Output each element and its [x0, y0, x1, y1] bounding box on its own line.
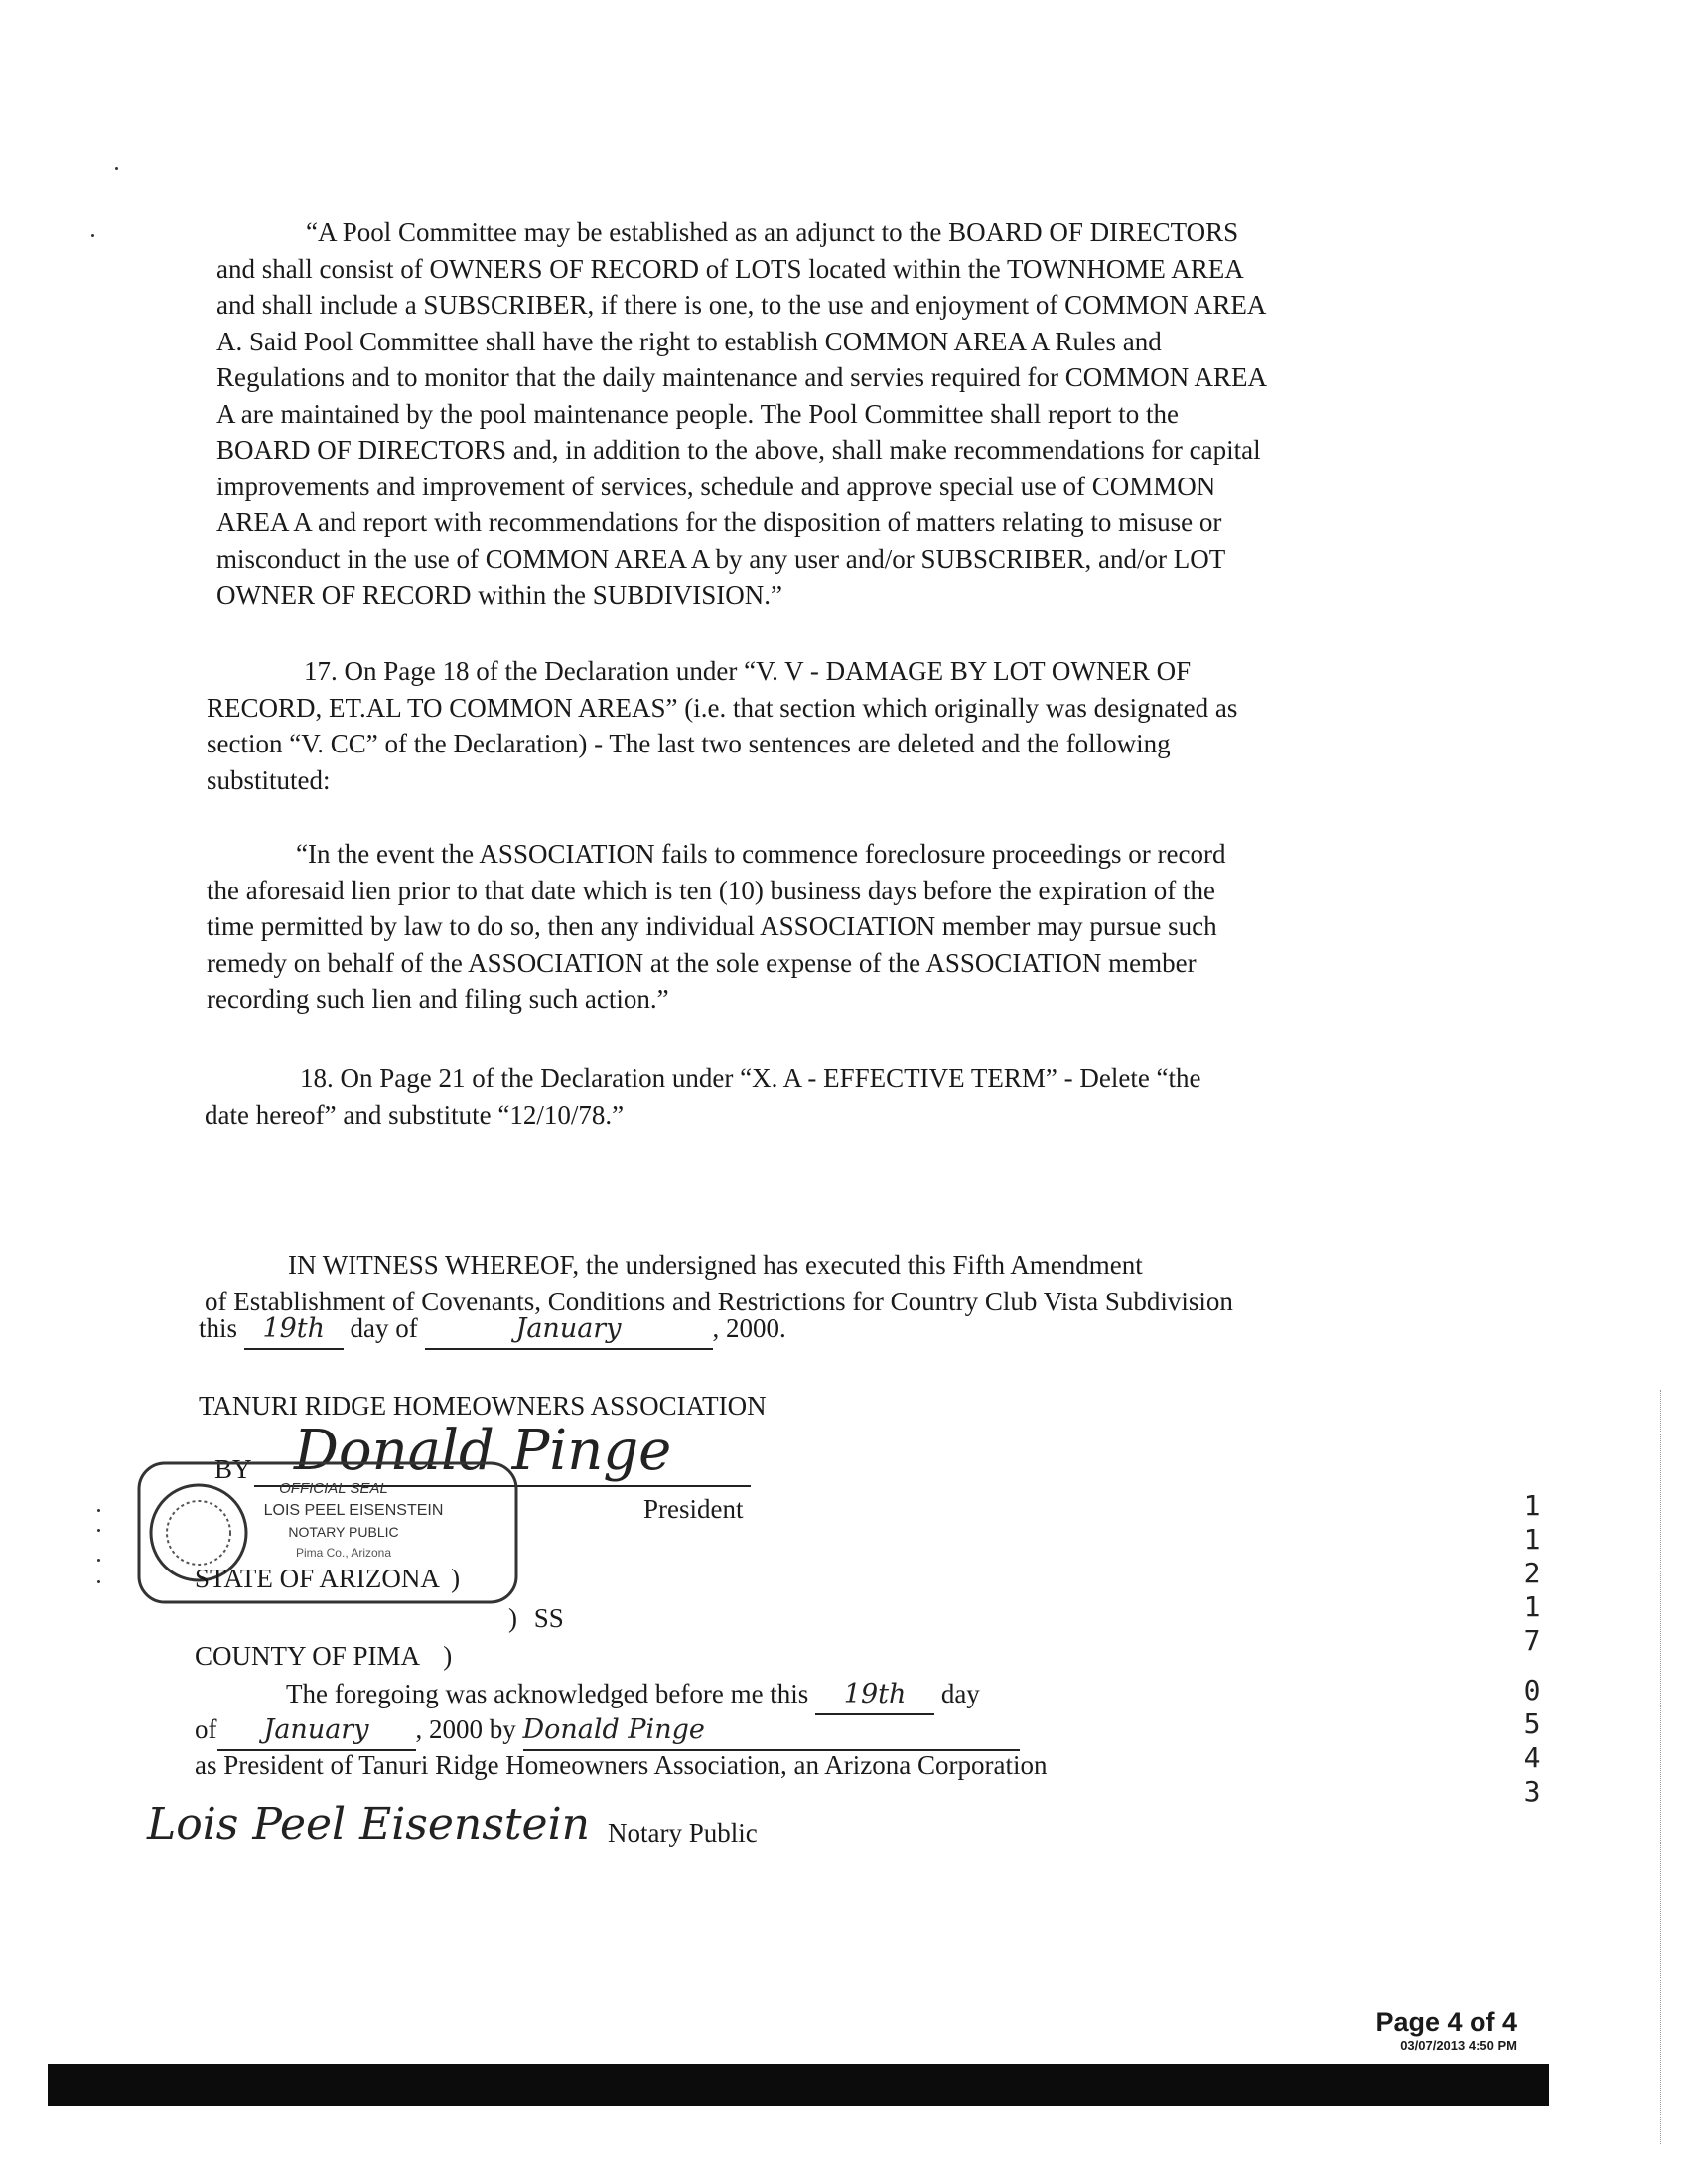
recording-digit: 3 — [1523, 1775, 1541, 1808]
scan-speck — [97, 1529, 100, 1532]
acknowledgment-line-3: as President of Tanuri Ridge Homeowners Association, an Arizona Corporation — [195, 1750, 1048, 1780]
witness-clause — [205, 1247, 1233, 1319]
dateline-year: , 2000. — [712, 1313, 786, 1343]
ss-paren: ) — [508, 1603, 517, 1633]
dateline-this: this — [199, 1313, 238, 1343]
handwritten-month: January — [425, 1311, 713, 1350]
item-18-line: 18. On Page 21 of the Declaration under “X. A - EFFECTIVE TERM” - Delete “the — [300, 1063, 1201, 1093]
county-paren: ) — [443, 1641, 453, 1671]
notary-public-label: Notary Public — [608, 1818, 758, 1847]
notary-signature: Lois Peel Eisenstein — [147, 1799, 590, 1849]
association-name: TANURI RIDGE HOMEOWNERS ASSOCIATION — [199, 1391, 767, 1421]
execution-dateline — [199, 1310, 786, 1350]
quote-line: BOARD OF DIRECTORS and, in addition to the above, shall make recommendations for capital — [216, 435, 1261, 465]
quote-line: time permitted by law to do so, then any individual ASSOCIATION member may pursue such — [207, 911, 1217, 941]
lien-quote — [207, 836, 1225, 1018]
item-17 — [207, 653, 1237, 798]
recording-digit: 5 — [1523, 1707, 1541, 1740]
recording-digit: 4 — [1523, 1741, 1541, 1774]
handwritten-ack-day: 19th — [815, 1677, 934, 1715]
handwritten-ack-name: Donald Pinge — [523, 1712, 1020, 1751]
ss-label — [508, 1600, 564, 1637]
page-footer — [1375, 2007, 1517, 2053]
recording-digit: 1 — [1523, 1489, 1541, 1522]
dateline-day-of: day of — [350, 1313, 418, 1343]
county-of-pima — [195, 1638, 452, 1675]
recording-digit: 2 — [1523, 1557, 1541, 1589]
seal-line: OFFICIAL SEAL — [279, 1480, 388, 1497]
quote-line: A. Said Pool Committee shall have the right to establish COMMON AREA A Rules and — [216, 326, 1162, 356]
quote-line: AREA A and report with recommendations for the disposition of matters relating to misuse or — [216, 507, 1222, 537]
scan-speck — [97, 1509, 100, 1512]
witness-line: IN WITNESS WHEREOF, the undersigned has executed this Fifth Amendment — [288, 1250, 1143, 1280]
recording-digit: 0 — [1523, 1674, 1541, 1706]
quote-line: “A Pool Committee may be established as an adjunct to the BOARD OF DIRECTORS — [306, 217, 1239, 247]
acknowledgment-line-1 — [286, 1676, 980, 1715]
quote-line: misconduct in the use of COMMON AREA A by any user and/or SUBSCRIBER, and/or LOT — [216, 543, 1226, 574]
item-18-line: date hereof” and substitute “12/10/78.” — [205, 1099, 625, 1130]
state-of-arizona — [195, 1561, 460, 1597]
witness-line: of Establishment of Covenants, Conditions and Restrictions for Country Club Vista Subdivision — [205, 1286, 1233, 1316]
recording-digit: 1 — [1523, 1590, 1541, 1623]
president-signature: Donald Pinge — [294, 1419, 672, 1483]
state-paren: ) — [451, 1564, 461, 1593]
quote-line: Regulations and to monitor that the daily maintenance and servies required for COMMON AREA — [216, 362, 1268, 392]
scan-speck — [115, 167, 118, 170]
handwritten-ack-month: January — [217, 1712, 416, 1751]
scan-speck — [97, 1580, 100, 1583]
quote-line: and shall include a SUBSCRIBER, if there is one, to the use and enjoyment of COMMON AREA — [216, 290, 1267, 320]
handwritten-day: 19th — [244, 1311, 344, 1350]
acknowledgment-line-2 — [195, 1711, 1020, 1751]
quote-line: OWNER OF RECORD within the SUBDIVISION.” — [216, 580, 782, 610]
president-title: President — [643, 1494, 744, 1524]
recording-number — [1517, 1489, 1547, 1809]
pool-committee-quote — [216, 214, 1267, 614]
seal-line: Pima Co., Arizona — [295, 1546, 392, 1560]
page-number: Page 4 of 4 — [1375, 2007, 1517, 2037]
item-18 — [205, 1060, 1201, 1133]
ack-day: day — [940, 1679, 980, 1708]
ack-year-by: , 2000 by — [415, 1714, 516, 1744]
scan-speck — [91, 234, 94, 237]
print-timestamp: 03/07/2013 4:50 PM — [1400, 2038, 1517, 2053]
quote-line: improvements and improvement of services, schedule and approve special use of COMMON — [216, 471, 1216, 501]
state-label: STATE OF ARIZONA — [195, 1564, 439, 1593]
quote-line: “In the event the ASSOCIATION fails to commence foreclosure proceedings or record — [296, 839, 1226, 869]
seal-line: NOTARY PUBLIC — [288, 1524, 399, 1540]
quote-line: recording such lien and filing such action.” — [207, 984, 669, 1014]
quote-line: the aforesaid lien prior to that date which is ten (10) business days before the expiration of the — [207, 875, 1215, 905]
item-17-line: section “V. CC” of the Declaration) - The last two sentences are deleted and the following — [207, 729, 1171, 758]
scan-edge — [1660, 1390, 1661, 2144]
ack-text: The foregoing was acknowledged before me this — [286, 1679, 809, 1708]
ack-of: of — [195, 1714, 217, 1744]
quote-line: and shall consist of OWNERS OF RECORD of LOTS located within the TOWNHOME AREA — [216, 253, 1244, 284]
seal-line: LOIS PEEL EISENSTEIN — [263, 1502, 444, 1519]
scan-footer-bar — [48, 2064, 1549, 2106]
quote-line: A are maintained by the pool maintenance people. The Pool Committee shall report to the — [216, 398, 1179, 429]
recording-digit: 7 — [1523, 1624, 1541, 1657]
county-label: COUNTY OF PIMA — [195, 1641, 419, 1671]
scan-speck — [97, 1559, 100, 1562]
recording-digit: 1 — [1523, 1523, 1541, 1556]
item-17-line: 17. On Page 18 of the Declaration under “V. V - DAMAGE BY LOT OWNER OF — [304, 656, 1192, 686]
item-17-line: substituted: — [207, 764, 331, 795]
item-17-line: RECORD, ET.AL TO COMMON AREAS” (i.e. that section which originally was designated as — [207, 692, 1238, 723]
quote-line: remedy on behalf of the ASSOCIATION at the sole expense of the ASSOCIATION member — [207, 947, 1197, 978]
by-label: BY — [214, 1454, 252, 1484]
ss-text: SS — [533, 1603, 564, 1633]
